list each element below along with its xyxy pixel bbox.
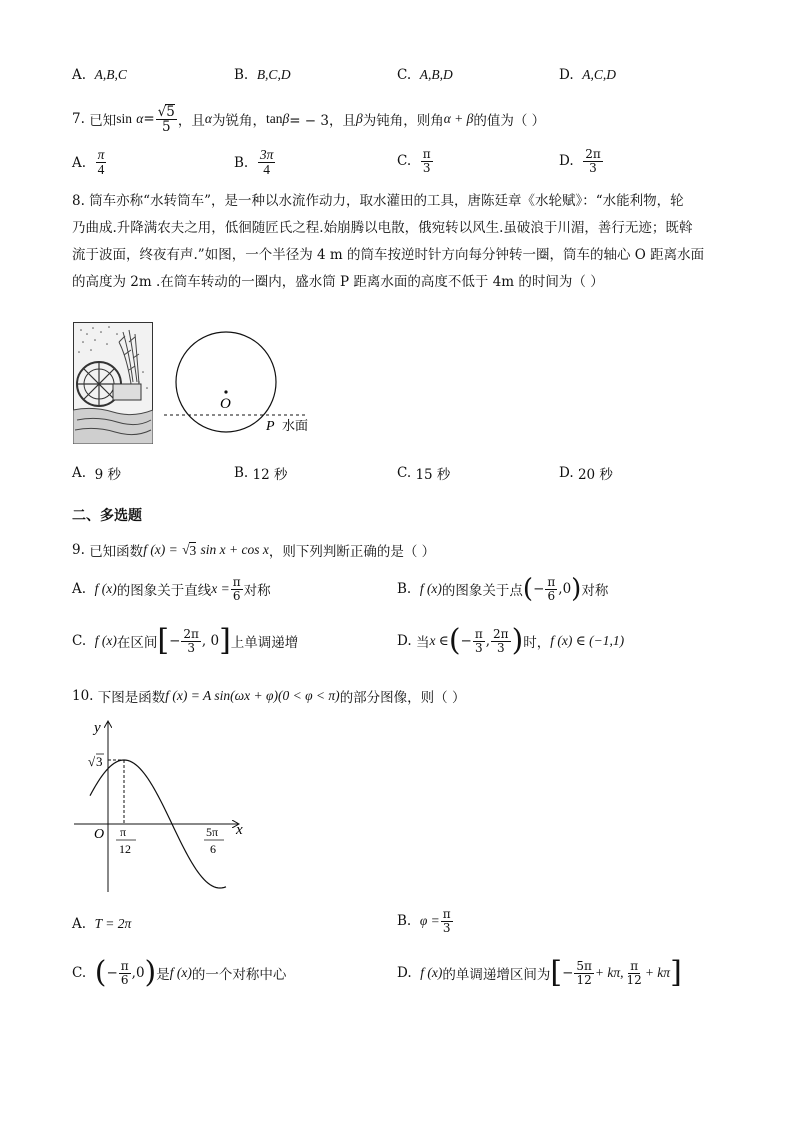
option-text: A,C,D [582,67,616,82]
function-expression: sin x + cos x [200,542,269,557]
interval-middle: + kπ, [594,965,624,980]
denominator: 3 [422,160,431,175]
q6-option-b [234,67,291,83]
denominator: 3 [187,640,195,655]
numerator: 5π [576,958,592,973]
option-label: B. [397,913,412,930]
denominator: 4 [97,162,105,178]
option-text: 上单调递增 [230,635,299,651]
option-text: 12 秒 [252,467,288,483]
beta-symbol: β [355,111,363,127]
option-text: 对称 [243,583,271,600]
axis-center-point [224,390,227,393]
stem-line: 流于波面，终夜有声.”如图，一个半径为 4 m 的筒车按逆时针方向每分钟转一圈，筒车的轴心 O 距离水面 [72,247,705,263]
option-text: B,C,D [256,67,291,82]
denominator: 3 [474,640,483,655]
option-fraction [119,960,131,986]
water-surface-label: 水面 [282,419,309,434]
option-fraction [96,148,107,177]
stem-text: ，则下列判断正确的是（ ） [268,544,436,560]
sin-text: sin [116,111,132,127]
x-equals: x = [211,581,230,597]
denominator: 5 [161,119,171,136]
option-fraction [583,148,603,174]
sine-graph [70,716,250,896]
option-label: A. [72,154,87,171]
option-label: C. [397,153,412,170]
numerator: 2π [493,626,509,641]
option-label: C. [72,965,87,981]
option-fraction [625,960,644,986]
sqrt-value: 3 [189,542,197,558]
waterwheel-illustration [73,322,153,444]
option-fraction [473,628,485,654]
function-fx: f (x) [420,965,443,980]
function-range: f (x) ∈ (−1,1) [550,633,625,648]
option-label: A. [72,67,87,83]
equals-sign: = [143,111,155,128]
option-text: A,B,C [94,67,127,82]
numerator: 2π [183,626,199,641]
option-text: 15 秒 [415,467,451,483]
numerator: π [474,626,483,641]
numerator: π [422,147,431,161]
q7-option-c [397,148,434,174]
option-fraction [258,148,276,177]
numerator: π [630,958,639,973]
alpha-symbol: α [204,111,212,127]
q8-stem [72,188,722,296]
stem-text: = − 3，且 [289,113,356,130]
option-text: 当 [415,635,430,651]
stem-text: 已知 [89,113,117,130]
numerator: π [97,147,105,162]
point-tail: ,0 [131,965,145,981]
q9-option-b: B. f (x) 的图象关于点 ( − $\frac{\pi}{6}$ ,0 ) 对称 [397,574,609,605]
y-axis-label: y [94,720,101,736]
option-fraction [421,148,433,174]
denominator: 4 [263,162,270,178]
option-text: 20 秒 [577,467,613,483]
option-label: C. [397,67,412,83]
function-fx: f (x) [169,965,192,980]
option-label: B. [234,154,249,171]
denominator: 12 [626,972,642,987]
q9-option-d: D. 当 x ∈ ( − $\frac{\pi}{3}$ , $\frac{2\pi}{3}$ ) 时， f (x) ∈ (−1,1) [397,623,625,658]
function-fx: f (x) [94,581,117,597]
option-text: 的图象关于直线 [116,583,212,600]
option-label: D. [397,633,412,649]
stem-text: 为钝角，则角 [362,113,444,130]
option-text: 9 秒 [94,467,122,483]
stem-text: ，且 [177,113,205,130]
stem-text: 的部分图像，则（ ） [339,690,466,706]
option-label: D. [559,153,574,170]
question-number: 9. [72,542,85,558]
option-fraction [491,628,511,654]
center-label: O [220,396,231,412]
stem-text: 为锐角， [211,113,266,130]
q10-option-a [72,916,131,932]
option-fraction [231,576,243,602]
option-fraction [574,960,594,986]
q8-option-a [72,463,121,483]
stem-text: 的值为（ ） [473,113,546,130]
function-fx: f (x) = [143,542,178,557]
option-label: A. [72,465,87,481]
option-text: 的单调递增区间为 [442,967,551,983]
function-fx: f (x) [419,581,442,597]
option-text: A,B,D [419,67,453,82]
denominator: 6 [120,972,129,987]
tick1-numerator: π [120,825,127,839]
tick1-denominator: 12 [119,842,131,856]
q10-option-b [397,908,454,934]
denominator: 3 [589,160,597,175]
q9-option-c: C. f (x) 在区间 [ − $\frac{2\pi}{3}$ , 0 ] 上单调递增 [72,623,299,658]
stem-line: 乃曲成.升降满农夫之用，低徊随匠氏之程.始崩腾以电散，俄宛转以风生.虽破浪于川湄，善行无迹；既斡 [72,220,693,236]
minus-sign: − [106,965,118,981]
point-p-label: P [266,419,275,434]
option-text: 在区间 [116,635,158,651]
minus-sign: − [562,965,574,981]
alpha-symbol: α [136,111,144,127]
option-label: D. [559,67,574,83]
stem-text: 已知函数 [89,544,144,560]
option-text: 的图象关于点 [441,583,523,600]
q9-option-a [72,576,271,602]
waterwheel-circle [176,332,276,432]
x-axis-label: x [236,822,243,838]
option-label: B. [234,67,249,83]
q6-option-c [397,67,453,83]
minus-sign: − [533,581,545,598]
waterwheel-diagram [160,322,320,446]
stem-text: 下图是函数 [97,690,166,706]
q8-option-c [397,463,450,483]
option-label: D. [559,465,574,481]
interval-tail: , 0 [201,633,220,649]
question-number: 7. [72,111,85,128]
option-label: D. [397,965,412,981]
stem-line: 8. 筒车亦称“水转筒车”，是一种以水流作动力，取水灌田的工具，唐陈廷章《水轮赋》：“水能利物，轮 [72,193,684,209]
max-label: 3 [96,754,103,769]
option-text: 的一个对称中心 [191,967,287,983]
beta-symbol: β [282,111,290,127]
q7-option-a [72,148,107,177]
origin-label: O [94,827,105,842]
function-fx: f (x) [94,633,117,648]
x-in: x ∈ [429,633,449,648]
denominator: 3 [496,640,505,655]
q6-option-a [72,67,127,83]
numerator: π [547,575,556,589]
numerator: π [232,575,241,589]
q8-option-b [234,463,288,483]
option-label: A. [72,916,87,932]
q10-option-d: D. f (x) 的单调递增区间为 [ − $\frac{5\pi}{12}$ + kπ, $\frac{\pi}{12}$ + kπ ] [397,955,682,990]
minus-sign: − [460,633,472,649]
fraction-sqrt5-over-5: $\frac{√5}{5}$ [157,104,175,136]
option-label: B. [234,465,249,481]
numerator: π [442,907,451,921]
q8-option-d [559,463,613,483]
option-fraction [441,908,453,934]
tick2-numerator: 5π [206,825,219,839]
sqrt-sign: √ [88,754,96,769]
option-fraction [181,628,201,654]
q10-stem [72,686,465,706]
q7-stem [72,104,545,134]
q7-option-d [559,148,604,174]
stem-line: 的高度为 2m .在筒车转动的一圈内，盛水筒 P 距离水面的高度不低于 4m 的时间为（ ） [72,274,604,290]
tan-text: tan [265,111,283,127]
denominator: 6 [547,588,556,603]
sqrt-value: 5 [166,104,175,120]
option-text: 是 [156,967,170,983]
q6-option-d [559,67,616,83]
option-text: 时， [523,635,551,651]
minus-sign: − [169,633,181,649]
point-tail: ,0 [558,581,572,598]
option-fraction [545,576,557,602]
numerator: 2π [585,147,601,161]
tick2-denominator: 6 [210,842,216,856]
alpha-plus-beta: α + β [443,111,474,127]
option-label: B. [397,581,412,598]
q7-option-b [234,148,276,177]
question-number: 10. [72,688,94,704]
denominator: 3 [442,920,451,935]
numerator: 3π [259,147,274,162]
option-label: A. [72,581,87,598]
section-title: 二、多选题 [72,508,142,524]
interval-end: + kπ [644,965,671,980]
option-label: C. [72,633,87,649]
q9-stem: 9. 已知函数 f (x) = √ 3 sin x + cos x ，则下列判断正确的是（ ） [72,542,436,560]
option-text: T = 2π [94,916,132,931]
denominator: 6 [232,588,241,603]
function-formula: f (x) = A sin(ωx + φ)(0 < φ < π) [165,688,340,703]
phi-equals: φ = [419,913,440,929]
numerator: π [120,958,129,973]
option-text: 对称 [581,583,609,600]
option-label: C. [397,465,412,481]
denominator: 12 [576,972,592,987]
q10-option-c: C. ( − $\frac{\pi}{6}$ ,0 ) 是 f (x) 的一个对称中心 [72,955,287,990]
